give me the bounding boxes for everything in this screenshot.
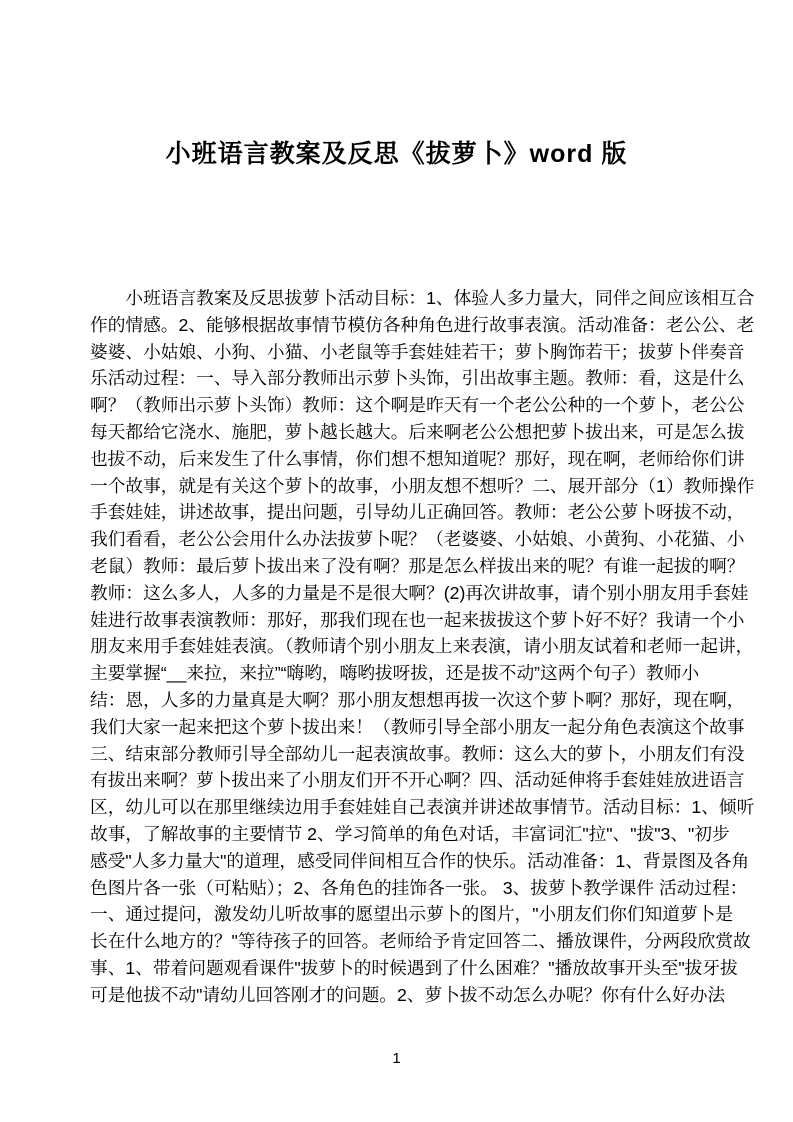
text-line: 事、1、带着问题观看课件"拔萝卜的时候遇到了什么困难？"播放故事开头至"拔牙拔	[90, 957, 738, 978]
text-line: 我们大家一起来把这个萝卜拔出来！（教师引导全部小朋友一起分角色表演这个故事	[90, 716, 745, 737]
text-line: 也拔不动，后来发生了什么事情，你们想不想知道呢？那好，现在啊，老师给你们讲	[90, 448, 745, 469]
text-line: 感受"人多力量大"的道理，感受同伴间相互合作的快乐。活动准备：1、背景图及各角	[90, 850, 750, 871]
text-line: 娃进行故事表演教师：那好，那我们现在也一起来拔拔这个萝卜好不好？我请一个小	[90, 609, 745, 630]
text-line: 教师：这么多人，人多的力量是不是很大啊？(2)再次讲故事，请个别小朋友用手套娃	[90, 582, 749, 603]
document-body	[90, 285, 758, 1009]
text-line: 长在什么地方的？"等待孩子的回答。老师给予肯定回答二、播放课件，分两段欣赏故	[90, 931, 751, 952]
text-line: 有拔出来啊？萝卜拔出来了小朋友们开不开心啊？四、活动延伸将手套娃娃放进语言	[90, 770, 745, 791]
text-line: 我们看看，老公公会用什么办法拔萝卜呢？（老婆婆、小姑娘、小黄狗、小花猫、小	[90, 529, 745, 550]
text-line: 朋友来用手套娃娃表演。（教师请个别小朋友上来表演，请小朋友试着和老师一起讲，	[90, 636, 754, 657]
text-line: 主要掌握“__来拉，来拉”“嗨哟，嗨哟拔呀拔，还是拔不动”这两个句子）教师小	[90, 663, 700, 684]
text-line: 乐活动过程：一、导入部分教师出示萝卜头饰，引出故事主题。教师：看，这是什么	[90, 368, 745, 389]
text-line: 手套娃娃，讲述故事，提出问题，引导幼儿正确回答。教师：老公公萝卜呀拔不动，	[90, 502, 745, 523]
text-line: 婆婆、小姑娘、小狗、小猫、小老鼠等手套娃娃若干；萝卜胸饰若干；拔萝卜伴奏音	[90, 341, 745, 362]
text-line: 每天都给它浇水、施肥，萝卜越长越大。后来啊老公公想把萝卜拔出来，可是怎么拔	[90, 421, 745, 442]
text-line: 三、结束部分教师引导全部幼儿一起表演故事。教师：这么大的萝卜，小朋友们有没	[90, 743, 745, 764]
text-line: 可是他拔不动"请幼儿回答刚才的问题。2、萝卜拔不动怎么办呢？你有什么好办法	[90, 984, 726, 1005]
text-line: 一个故事，就是有关这个萝卜的故事，小朋友想不想听？二、展开部分（1）教师操作	[90, 475, 755, 496]
text-line: 一、通过提问，激发幼儿听故事的愿望出示萝卜的图片，"小朋友们你们知道萝卜是	[90, 904, 734, 925]
text-line: 作的情感。2、能够根据故事情节模仿各种角色进行故事表演。活动准备：老公公、老	[90, 314, 755, 335]
text-line: 区，幼儿可以在那里继续边用手套娃娃自己表演并讲述故事情节。活动目标：1、倾听	[90, 797, 755, 818]
page-number: 1	[392, 1050, 401, 1067]
text-line: 色图片各一张（可粘贴）；2、各角色的挂饰各一张。 3、拔萝卜教学课件 活动过程：	[90, 877, 748, 898]
text-line: 老鼠）教师：最后萝卜拔出来了没有啊？那是怎么样拔出来的呢？有谁一起拔的啊？	[90, 555, 745, 576]
document-title: 小班语言教案及反思《拔萝卜》word 版	[165, 140, 628, 168]
text-line: 小班语言教案及反思拔萝卜活动目标：1、体验人多力量大，同伴之间应该相互合	[125, 288, 755, 308]
text-line: 结：恩，人多的力量真是大啊？那小朋友想想再拔一次这个萝卜啊？那好，现在啊，	[90, 689, 745, 710]
text-line: 啊？（教师出示萝卜头饰）教师：这个啊是昨天有一个老公公种的一个萝卜，老公公	[90, 395, 745, 416]
text-line: 故事，了解故事的主要情节 2、学习简单的角色对话，丰富词汇"拉"、"拔"3、"初步	[90, 823, 730, 844]
